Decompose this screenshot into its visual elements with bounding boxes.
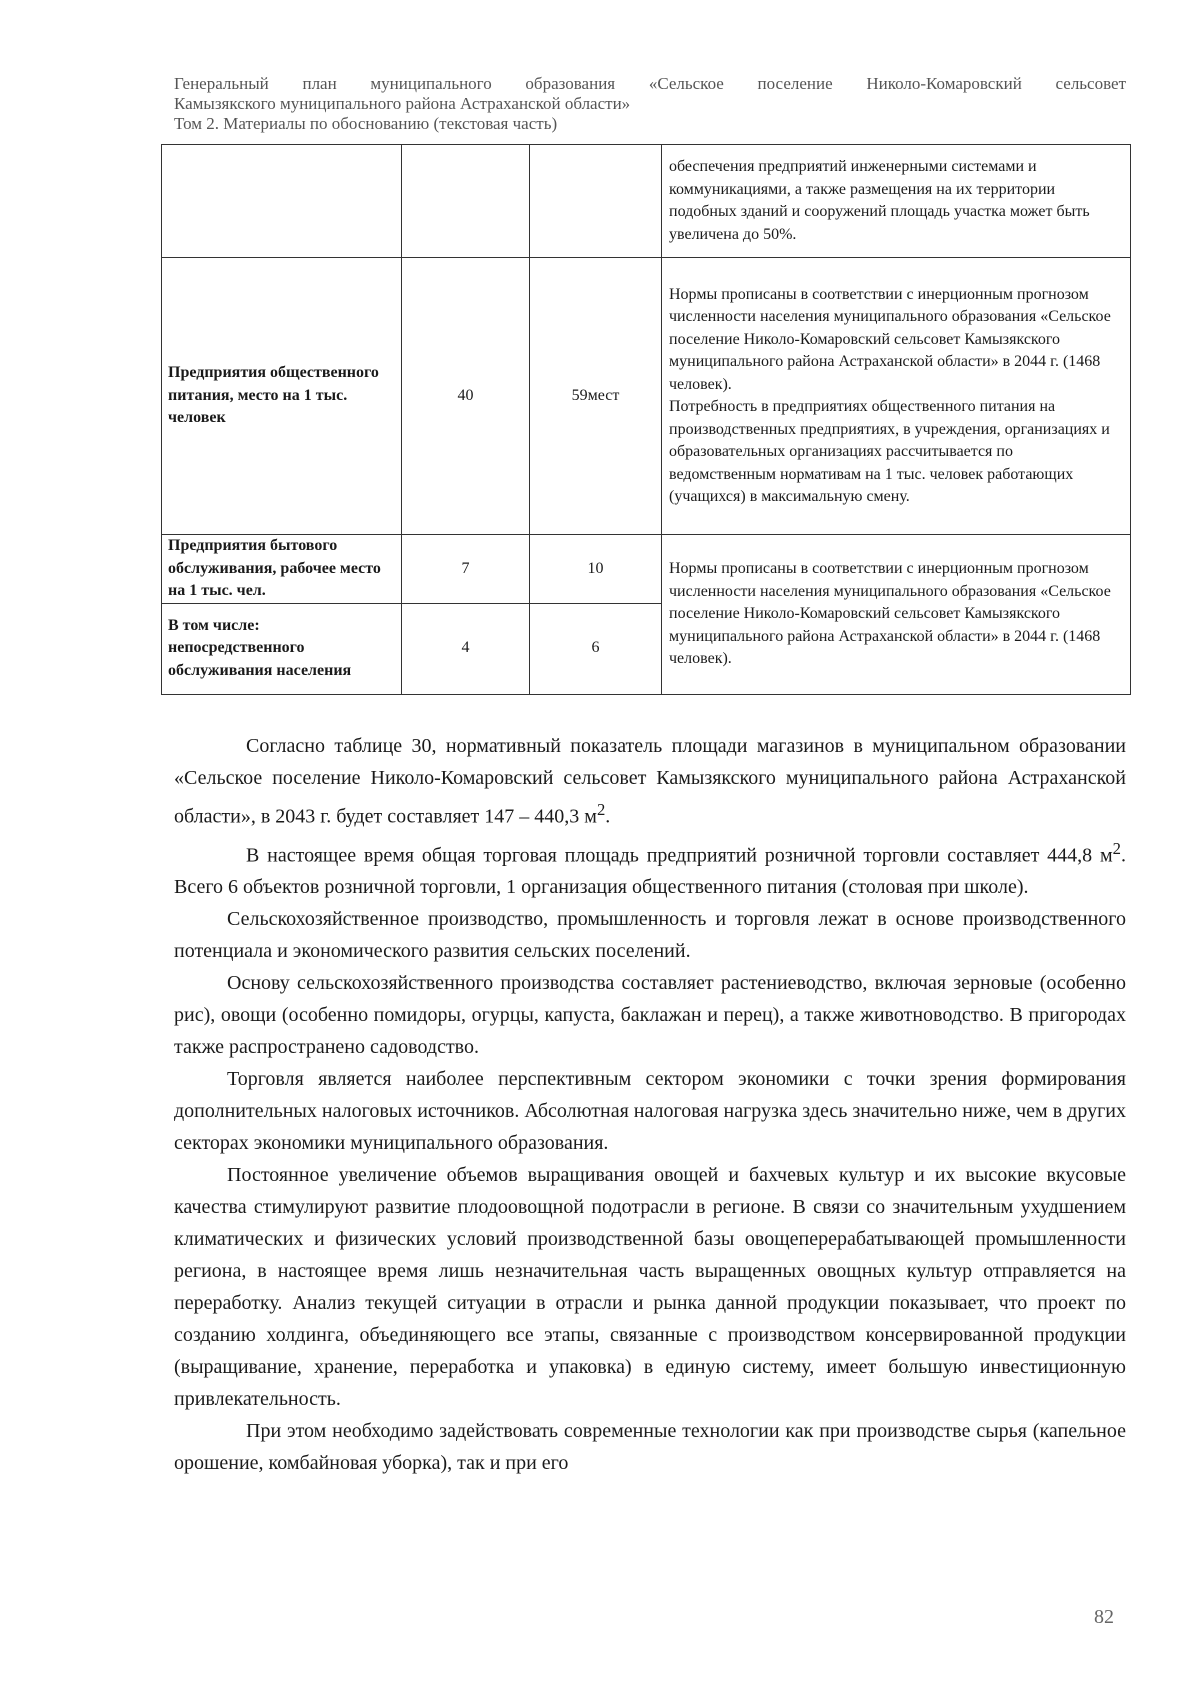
superscript: 2 [596, 800, 606, 819]
running-header [174, 74, 1126, 134]
table-cell-norm [402, 145, 530, 258]
paragraph-text: В настоящее время общая торговая площадь предприятий розничной торговли составляет 444,8 м [246, 844, 1113, 867]
table-cell-calc: 6 [530, 603, 662, 694]
paragraph: Постоянное увеличение объемов выращивания овощей и бахчевых культур и их высокие вкусовые качества стимулируют развитие плодоовощной подотрасли в регионе. В связи со значительным ухудшением климатических и физических условий производственной базы овощеперерабатывающей промышленности региона, в настоящее время лишь незначительная часть выращенных овощных культур отправляется на переработку. Анализ текущей ситуации в отрасли и рынка данной продукции показывает, что проект по созданию холдинга, объединяющего все этапы, связанные с производством консервированной продукции (выращивание, хранение, переработка и упаковка) в единую систему, имеет большую инвестиционную привлекательность. [174, 1164, 1126, 1411]
page-number: 82 [1094, 1606, 1114, 1628]
table-cell-description: Нормы прописаны в соответствии с инерционным прогнозом численности населения муниципального образования «Сельское поселение Николо-Комаровский сельсовет Камызякского муниципального района Астраханской области» в 2044 г. (1468 человек). [662, 535, 1131, 695]
table-cell-norm: 4 [402, 603, 530, 694]
description-paragraph: Потребность в предприятиях общественного питания на производственных предприятиях, в учреждения, организациях и образовательных организациях рассчитывается по ведомственным нормативам на 1 тыс. человек работающих (учащихся) в максимальную смену. [669, 398, 1110, 505]
table-cell-calc: 59мест [530, 258, 662, 535]
description-paragraph: Нормы прописаны в соответствии с инерционным прогнозом численности населения муниципального образования «Сельское поселение Николо-Комаровский сельсовет Камызякского муниципального района Астраханской области» в 2044 г. (1468 человек). [669, 285, 1111, 393]
paragraph: Торговля является наиболее перспективным сектором экономики с точки зрения формирования дополнительных налоговых источников. Абсолютная налоговая нагрузка здесь значительно ниже, чем в других секторах экономики муниципального образования. [174, 1068, 1126, 1155]
table-cell-name [162, 145, 402, 258]
body-text [174, 730, 1126, 1479]
table-row [162, 535, 1131, 604]
table-row [162, 258, 1131, 535]
table-cell-norm: 7 [402, 535, 530, 604]
paragraph-text: Согласно таблице 30, нормативный показатель площади магазинов в муниципальном образовании «Сельское поселение Николо-Комаровский сельсовет Камызякского муниципального района Астраханской области», в 2043 г. будет составляет 147 – 440,3 м [174, 735, 1126, 828]
paragraph [174, 833, 1126, 904]
paragraph: Сельскохозяйственное производство, промышленность и торговля лежат в основе производственного потенциала и экономического развития сельских поселений. [174, 908, 1126, 963]
header-line-1: Генеральный план муниципального образования «Сельское поселение Николо-Комаровский сельсовет [174, 74, 1126, 93]
header-line-2: Камызякского муниципального района Астраханской области» [174, 94, 631, 113]
table-cell-norm: 40 [402, 258, 530, 535]
table-cell-name: Предприятия бытового обслуживания, рабочее место на 1 тыс. чел. [162, 535, 402, 604]
paragraph: При этом необходимо задействовать современные технологии как при производстве сырья (капельное орошение, комбайновая уборка), так и при его [174, 1420, 1126, 1475]
table-cell-calc: 10 [530, 535, 662, 604]
table-cell-calc [530, 145, 662, 258]
table-cell-name: В том числе: непосредственного обслуживания населения [162, 603, 402, 694]
table-cell-description [662, 258, 1131, 535]
paragraph-text: . Всего 6 объектов розничной торговли, 1 организация общественного питания (столовая при школе). [174, 844, 1126, 899]
norms-table [161, 144, 1131, 695]
table-cell-description: обеспечения предприятий инженерными системами и коммуникациями, а также размещения на их территории подобных зданий и сооружений площадь участка может быть увеличена до 50%. [662, 145, 1131, 258]
paragraph-text: . [605, 805, 611, 828]
header-line-3: Том 2. Материалы по обоснованию (текстовая часть) [174, 114, 558, 133]
table-cell-name: Предприятия общественного питания, место на 1 тыс. человек [162, 258, 402, 535]
table-row [162, 145, 1131, 258]
superscript: 2 [1112, 838, 1121, 858]
paragraph [174, 730, 1126, 833]
paragraph: Основу сельскохозяйственного производства составляет растениеводство, включая зерновые (особенно рис), овощи (особенно помидоры, огурцы, капуста, баклажан и перец), а также животноводство. В пригородах также распространено садоводство. [174, 972, 1126, 1059]
